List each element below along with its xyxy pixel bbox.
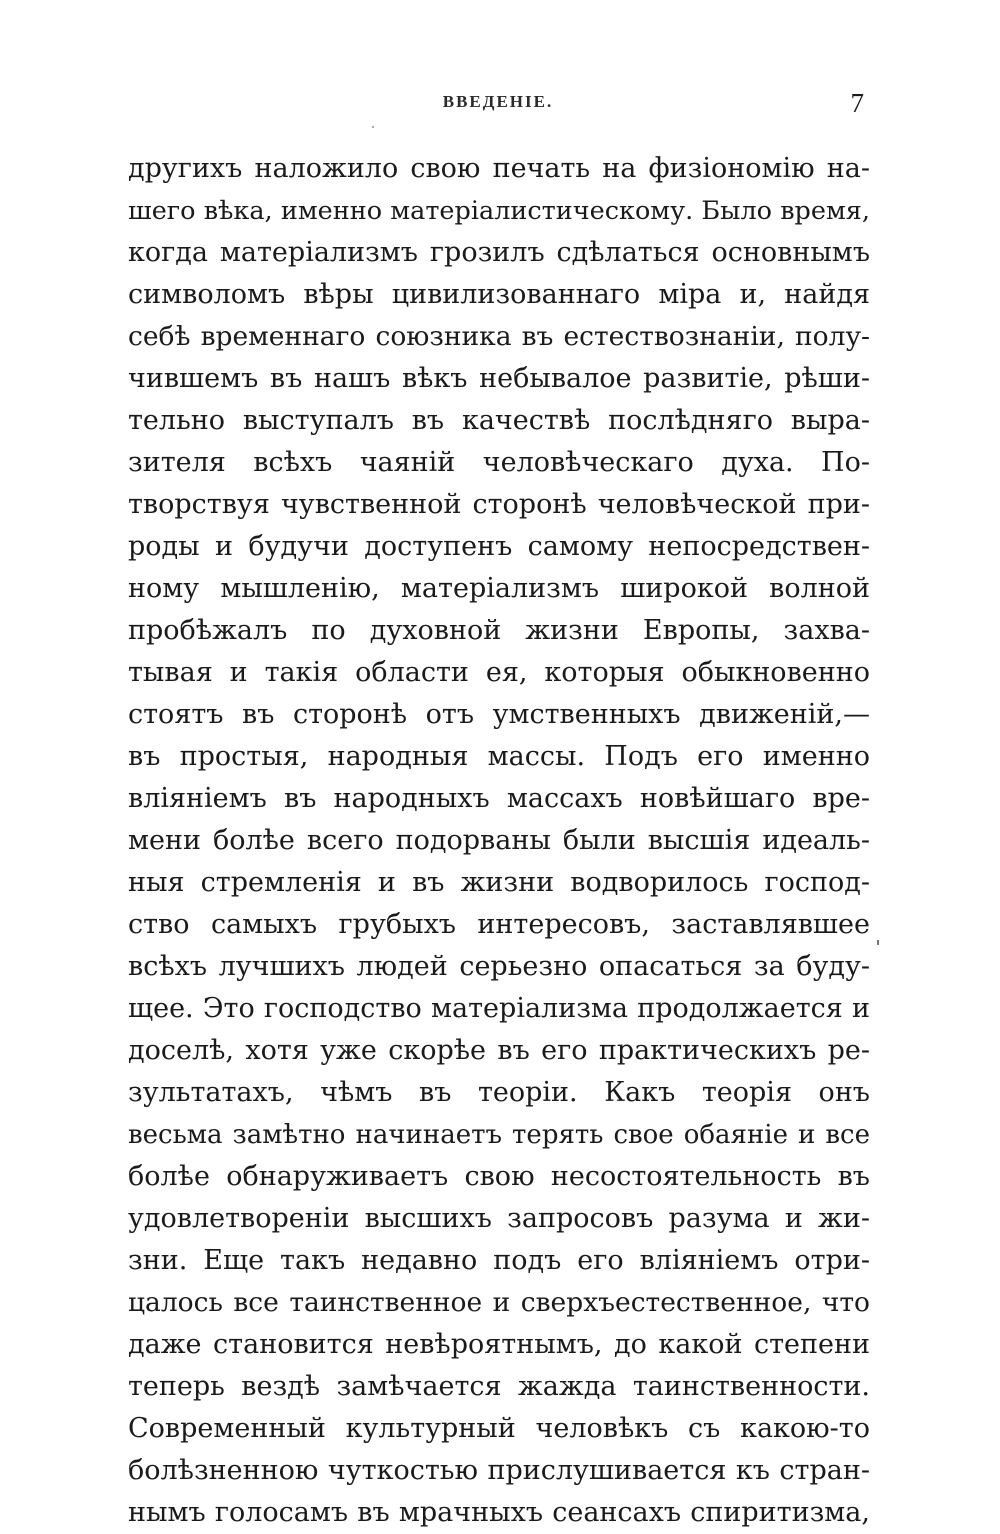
text-line: щее. Это господство матеріализма продолжается и [128,993,870,1024]
text-line: стоятъ въ сторонѣ отъ умственныхъ движеній,— [128,699,870,730]
page-number: 7 [850,88,864,118]
text-line: шего вѣка, именно матеріалистическому. Было время, [128,196,870,226]
text-line: цалось все таинственное и сверхъестественное, что [128,1287,870,1318]
text-line: творствуя чувственной сторонѣ человѣческой при- [128,489,870,520]
text-line: вліяніемъ въ народныхъ массахъ новѣйшаго вре- [128,783,870,814]
text-line: ство самыхъ грубыхъ интересовъ, заставлявшее [128,909,870,940]
text-line: ныя стремленія и въ жизни водворилось господ- [128,867,870,898]
text-line: Современный культурный человѣкъ съ какою-то [128,1413,870,1444]
text-line: зультатахъ, чѣмъ въ теоріи. Какъ теорія онъ [128,1077,870,1108]
text-line: болѣзненною чуткостью прислушивается къ стран- [128,1455,870,1486]
text-line: нымъ голосамъ въ мрачныхъ сеансахъ спиритизма, [128,1497,870,1528]
text-line: тывая и такія области ея, которыя обыкновенно [128,657,870,688]
text-line: доселѣ, хотя уже скорѣе въ его практическихъ ре- [128,1035,870,1066]
text-line: даже становится невѣроятнымъ, до какой степени [128,1329,870,1360]
text-line: тельно выступалъ въ качествѣ послѣдняго выра- [128,405,870,436]
text-line: мени болѣе всего подорваны были высшія идеаль- [128,825,870,856]
text-line: въ простыя, народныя массы. Подъ его именно [128,741,870,772]
text-line: теперь вездѣ замѣчается жажда таинственности. [128,1371,870,1402]
running-title: ВВЕДЕНІЕ. [442,92,554,111]
text-line: зни. Еще такъ недавно подъ его вліяніемъ отри- [128,1245,870,1276]
text-line: пробѣжалъ по духовной жизни Европы, захва- [128,615,870,646]
text-line: ному мышленію, матеріализмъ широкой волной [128,573,870,604]
paper-speck [877,940,879,945]
text-line: всѣхъ лучшихъ людей серьезно опасаться за буду- [128,951,870,982]
text-line: символомъ вѣры цивилизованнаго міра и, найдя [128,279,870,310]
text-line: болѣе обнаруживаетъ свою несостоятельность въ [128,1161,870,1192]
text-line: роды и будучи доступенъ самому непосредствен- [128,531,870,562]
text-line: удовлетвореніи высшихъ запросовъ разума и жи- [128,1203,870,1234]
running-header [128,88,868,122]
paper-speck [372,126,374,128]
text-line: чившемъ въ нашъ вѣкъ небывалое развитіе, рѣши- [128,363,870,394]
text-line: себѣ временнаго союзника въ естествознаніи, полу- [128,321,870,352]
text-line: когда матеріализмъ грозилъ сдѣлаться основнымъ [128,237,870,268]
text-line: другихъ наложило свою печать на физіономію на- [128,153,870,184]
body-text [128,148,870,1534]
text-line: весьма замѣтно начинаетъ терять свое обаяніе и все [128,1120,870,1150]
text-line: зителя всѣхъ чаяній человѣческаго духа. По- [128,447,870,478]
